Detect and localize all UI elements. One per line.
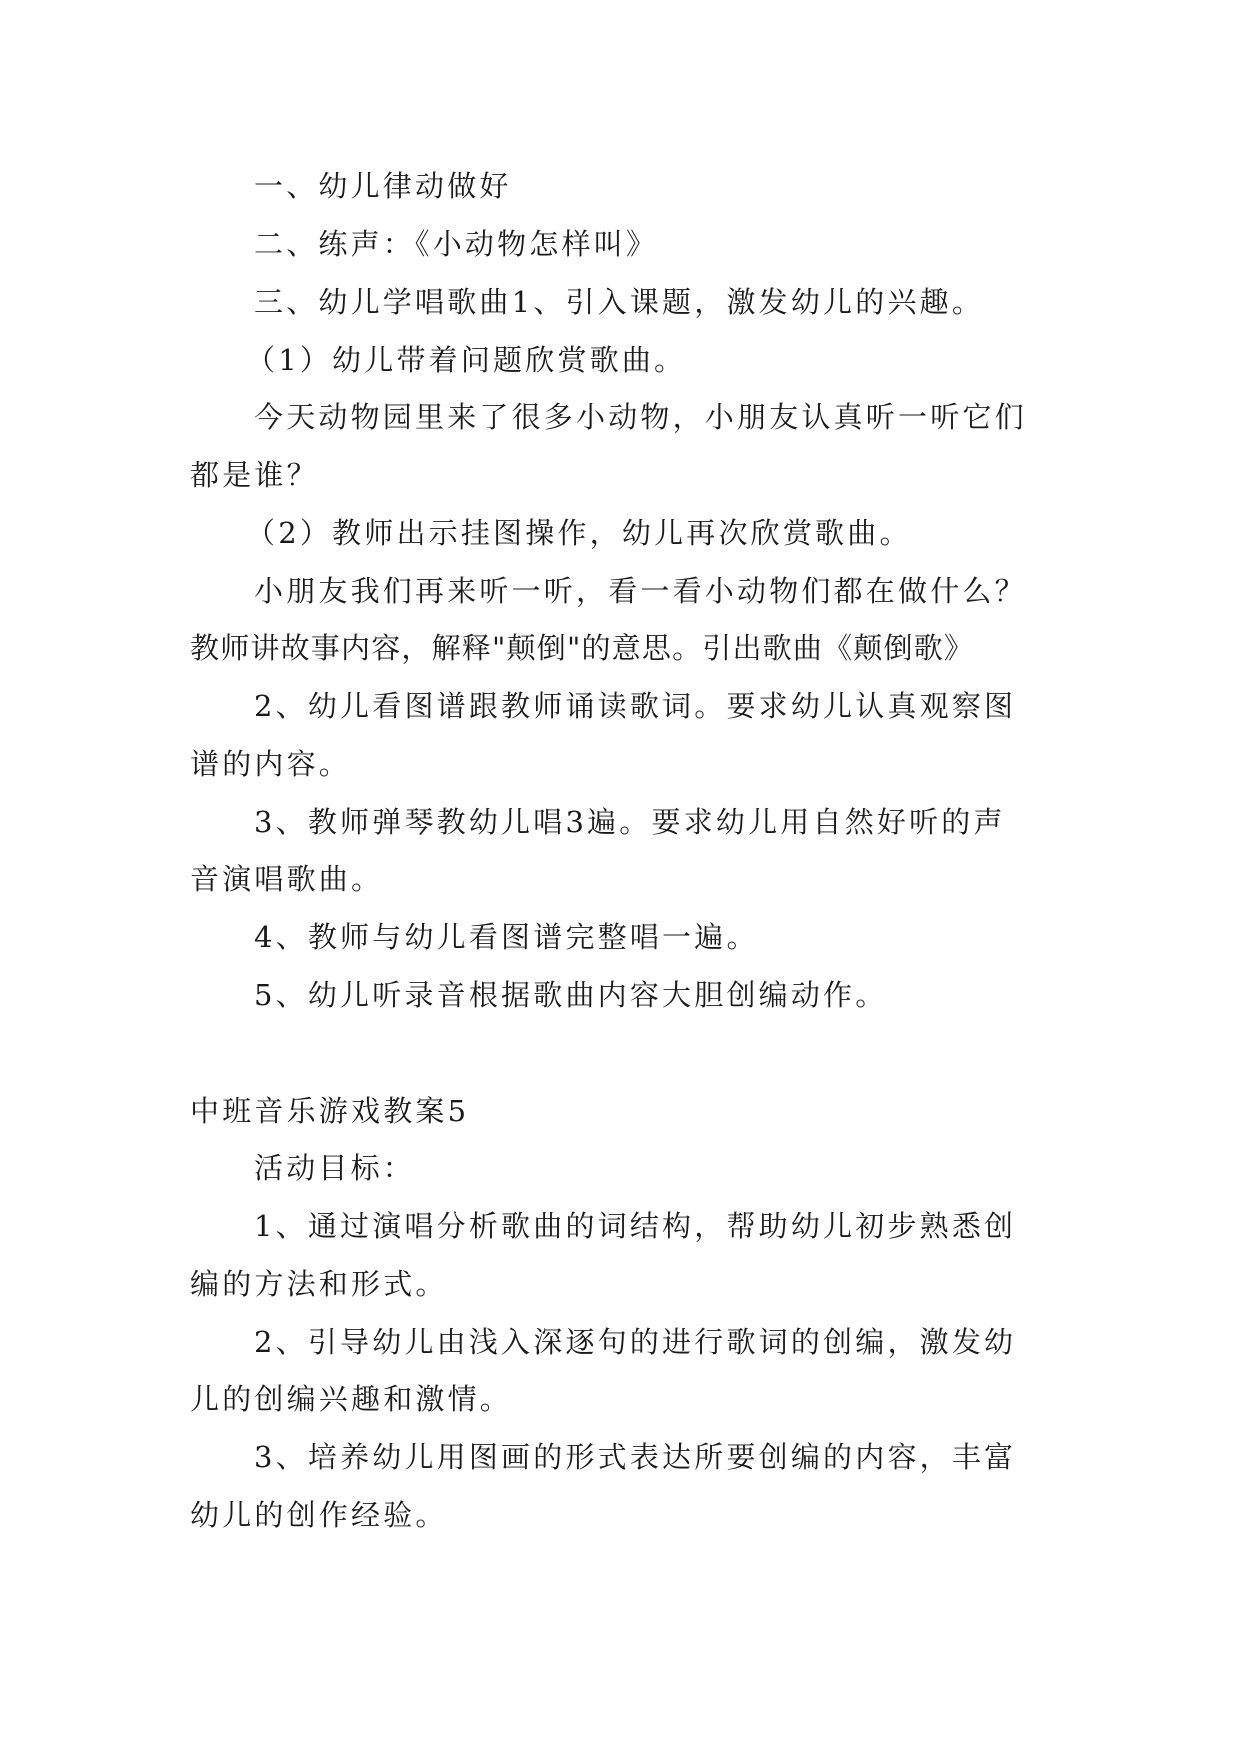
- paragraph-line: 3、教师弹琴教幼儿唱3遍。要求幼儿用自然好听的声: [254, 805, 1006, 839]
- paragraph-line: 音演唱歌曲。: [190, 862, 384, 896]
- paragraph-line: 儿的创编兴趣和激情。: [190, 1382, 513, 1416]
- paragraph-line: 今天动物园里来了很多小动物，小朋友认真听一听它们: [254, 400, 1027, 434]
- paragraph-line: 幼儿的创作经验。: [190, 1498, 448, 1532]
- paragraph-line: 5、幼儿听录音根据歌曲内容大胆创编动作。: [254, 978, 888, 1012]
- paragraph-line: 都是谁？: [190, 458, 319, 492]
- paragraph-line: 谱的内容。: [190, 747, 352, 781]
- paragraph-line: 教师讲故事内容，解释"颠倒"的意思。引出歌曲《颠倒歌》: [190, 631, 975, 665]
- paragraph-line: 1、通过演唱分析歌曲的词结构，帮助幼儿初步熟悉创: [254, 1209, 1017, 1243]
- paragraph-line: 4、教师与幼儿看图谱完整唱一遍。: [254, 920, 759, 954]
- section-heading-vocal: 二、练声：《小动物怎样叫》: [254, 227, 659, 261]
- paragraph-line: 2、幼儿看图谱跟教师诵读歌词。要求幼儿认真观察图: [254, 689, 1017, 723]
- step-2-text: （2）教师出示挂图操作，幼儿再次欣赏歌曲。: [246, 516, 912, 550]
- section-title: 中班音乐游戏教案5: [190, 1094, 470, 1128]
- paragraph-line: 2、引导幼儿由浅入深逐句的进行歌词的创编，激发幼: [254, 1325, 1017, 1359]
- section-heading-rhythm: 一、幼儿律动做好: [254, 169, 512, 203]
- paragraph-line: 小朋友我们再来听一听，看一看小动物们都在做什么？: [254, 574, 1027, 608]
- step-1-text: （1）幼儿带着问题欣赏歌曲。: [246, 343, 687, 377]
- paragraph-line: 编的方法和形式。: [190, 1267, 448, 1301]
- paragraph-line: 3、培养幼儿用图画的形式表达所要创编的内容，丰富: [254, 1440, 1017, 1474]
- subsection-heading: 活动目标：: [254, 1151, 416, 1185]
- section-heading-singing: 三、幼儿学唱歌曲1、引入课题，激发幼儿的兴趣。: [254, 285, 985, 319]
